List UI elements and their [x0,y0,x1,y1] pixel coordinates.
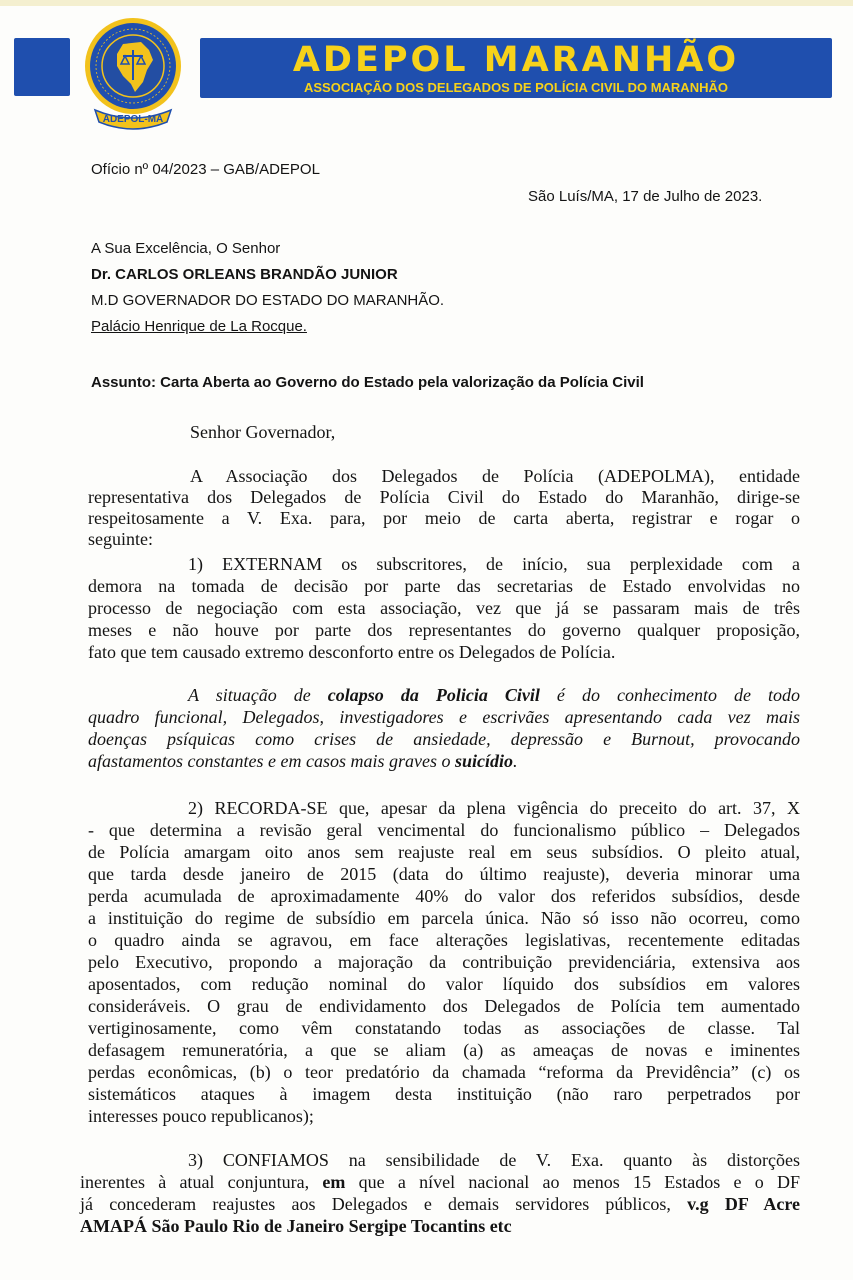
subject-line: Assunto: Carta Aberta ao Governo do Estado pela valorização da Polícia Civil [91,374,644,391]
top-edge [0,0,853,6]
item1-line-2: demora na tomada de decisão por parte das secretarias de Estado envolvidas no [88,576,800,596]
item2-line-7: o quadro ainda se agravou, em face alterações legislativas, recentemente editadas [88,930,800,950]
item2-line-6: a instituição do regime de subsídio em parcela única. Não só isso não ocorreu, como [88,908,800,928]
item3-line-3: já concederam reajustes aos Delegados e demais servidores públicos, v.g DF Acre [80,1194,801,1214]
letter-date: São Luís/MA, 17 de Julho de 2023. [528,188,763,205]
situacao-line-1: A situação de colapso da Policia Civil é do conhecimento de todo [188,685,801,705]
item1-line-5: fato que tem causado extremo desconforto entre os Delegados de Polícia. [88,642,616,662]
recipient-place: Palácio Henrique de La Rocque. [91,318,307,335]
item2-line-4: que tarda desde janeiro de 2015 (data do último reajuste), deveria minorar uma [88,864,800,884]
recipient-name: Dr. CARLOS ORLEANS BRANDÃO JUNIOR [91,266,398,283]
item1-line-3: processo de negociação com esta associação, vez que já se passaram mais de três [88,598,800,618]
situacao-line-4: afastamentos constantes e em casos mais graves o suicídio. [88,751,518,771]
item3-line-1: 3) CONFIAMOS na sensibilidade de V. Exa. quanto às distorções [188,1150,800,1170]
adepol-seal-logo [83,14,183,132]
item2-line-12: defasagem remuneratória, a que se aliam (a) as ameaças de novas e iminentes [88,1040,800,1060]
intro-line-4: seguinte: [88,529,153,549]
situacao-line-2: quadro funcional, Delegados, investigadores e escrivães apresentando cada vez mais [88,707,800,727]
item2-line-1: 2) RECORDA-SE que, apesar da plena vigência do preceito do art. 37, X [188,798,800,818]
situacao-line-3: doenças psíquicas como crises de ansiedade, depressão e Burnout, provocando [88,729,800,749]
item2-line-5: perda acumulada de aproximadamente 40% do valor dos referidos subsídios, desde [88,886,800,906]
seal-banner-text: ADEPOL-MA [102,114,164,125]
item2-line-14: sistemáticos ataques à imagem desta instituição (não raro perpetrados por [88,1084,800,1104]
item2-line-10: consideráveis. O grau de endividamento dos Delegados de Polícia tem aumentado [88,996,800,1016]
item2-line-9: aposentados, com redução nominal do valor líquido dos subsídios em valores [88,974,800,994]
recipient-salutation: A Sua Excelência, O Senhor [91,240,281,257]
item1-line-1: 1) EXTERNAM os subscritores, de início, sua perplexidade com a [188,554,800,574]
salutation: Senhor Governador, [190,422,336,442]
item3-bold-states: v.g DF Acre [687,1194,801,1214]
item2-line-8: pelo Executivo, propondo a majoração da contribuição previdenciária, extensiva aos [88,952,800,972]
item3-bold-em: em [322,1172,346,1192]
item2-line-15: interesses pouco republicanos); [88,1106,314,1126]
recipient-title: M.D GOVERNADOR DO ESTADO DO MARANHÃO. [91,292,445,309]
letterhead-title: ADEPOL MARANHÃO [292,40,740,80]
letterhead-left-bar [14,38,70,96]
oficio-number: Ofício nº 04/2023 – GAB/ADEPOL [91,161,320,178]
item2-line-11: vertiginosamente, como vêm constatando todas as associações de classe. Tal [88,1018,800,1038]
item1-line-4: meses e não houve por parte dos representantes do governo qualquer proposição, [88,620,800,640]
intro-line-2: representativa dos Delegados de Polícia Civil do Estado do Maranhão, dirige-se [88,487,800,507]
situacao-bold-colapso: colapso da Policia Civil [327,685,540,705]
situacao-bold-suicidio: suicídio [454,751,513,771]
item2-line-13: perdas econômicas, (b) o teor predatório da chamada “reforma da Previdência” (c) os [88,1062,800,1082]
item3-line-2: inerentes à atual conjuntura, em que a nível nacional ao menos 15 Estados e o DF [80,1172,801,1192]
intro-line-3: respeitosamente a V. Exa. para, por meio de carta aberta, registrar e rogar o [88,508,800,528]
item2-line-2: - que determina a revisão geral vencimental do funcionalismo público – Delegados [88,820,800,840]
item3-line-4: AMAPÁ São Paulo Rio de Janeiro Sergipe Tocantins etc [80,1216,512,1236]
item2-line-3: de Polícia amargam oito anos sem reajuste real em seus subsídios. O pleito atual, [88,842,800,862]
intro-line-1: A Associação dos Delegados de Polícia (ADEPOLMA), entidade [190,466,800,486]
letterhead-subtitle: ASSOCIAÇÃO DOS DELEGADOS DE POLÍCIA CIVIL DO MARANHÃO [304,80,728,95]
